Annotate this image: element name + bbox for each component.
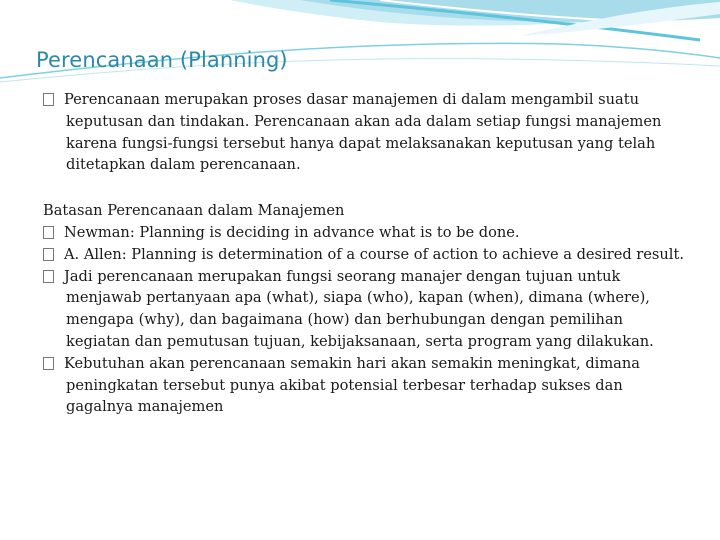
bullet-text: A. Allen: Planning is determination of a course of action to achieve a desired result. bbox=[64, 245, 684, 263]
bullet-item bbox=[43, 222, 688, 244]
bullet-item bbox=[43, 353, 688, 418]
intro-paragraph bbox=[43, 89, 688, 176]
slide-body bbox=[43, 89, 688, 418]
bullet-text: Jadi perencanaan merupakan fungsi seorang manajer dengan tujuan untuk menjawab pertanyaan apa (what), siapa (who), kapan (when), dimana (where), mengapa (why), dan bagaimana (how) dan berhubungan dengan pemilihan kegiatan dan pemutusan tujuan, kebijaksanaan, serta program yang dilakukan. bbox=[64, 267, 654, 350]
section-heading: Batasan Perencanaan dalam Manajemen bbox=[43, 202, 345, 220]
bullet-box-icon bbox=[43, 226, 54, 239]
bullet-text: Newman: Planning is deciding in advance what is to be done. bbox=[64, 223, 520, 241]
bullet-item bbox=[43, 244, 688, 266]
decorative-wave-header bbox=[0, 0, 720, 90]
bullet-box-icon bbox=[43, 270, 54, 283]
paragraph-spacer bbox=[43, 176, 688, 200]
bullet-box-icon bbox=[43, 248, 54, 261]
bullet-item bbox=[43, 266, 688, 353]
bullet-box-icon bbox=[43, 357, 54, 370]
slide-title: Perencanaan (Planning) bbox=[36, 48, 288, 72]
intro-text: Perencanaan merupakan proses dasar manajemen di dalam mengambil suatu keputusan dan tindakan. Perencanaan akan ada dalam setiap fungsi manajemen karena fungsi-fungsi tersebut hanya dapat melaksanakan keputusan yang telah ditetapkan dalam perencanaan. bbox=[64, 91, 662, 174]
bullet-text: Kebutuhan akan perencanaan semakin hari akan semakin meningkat, dimana peningkatan tersebut punya akibat potensial terbesar terhadap sukses dan gagalnya manajemen bbox=[64, 354, 640, 416]
bullet-box-icon bbox=[43, 93, 54, 106]
